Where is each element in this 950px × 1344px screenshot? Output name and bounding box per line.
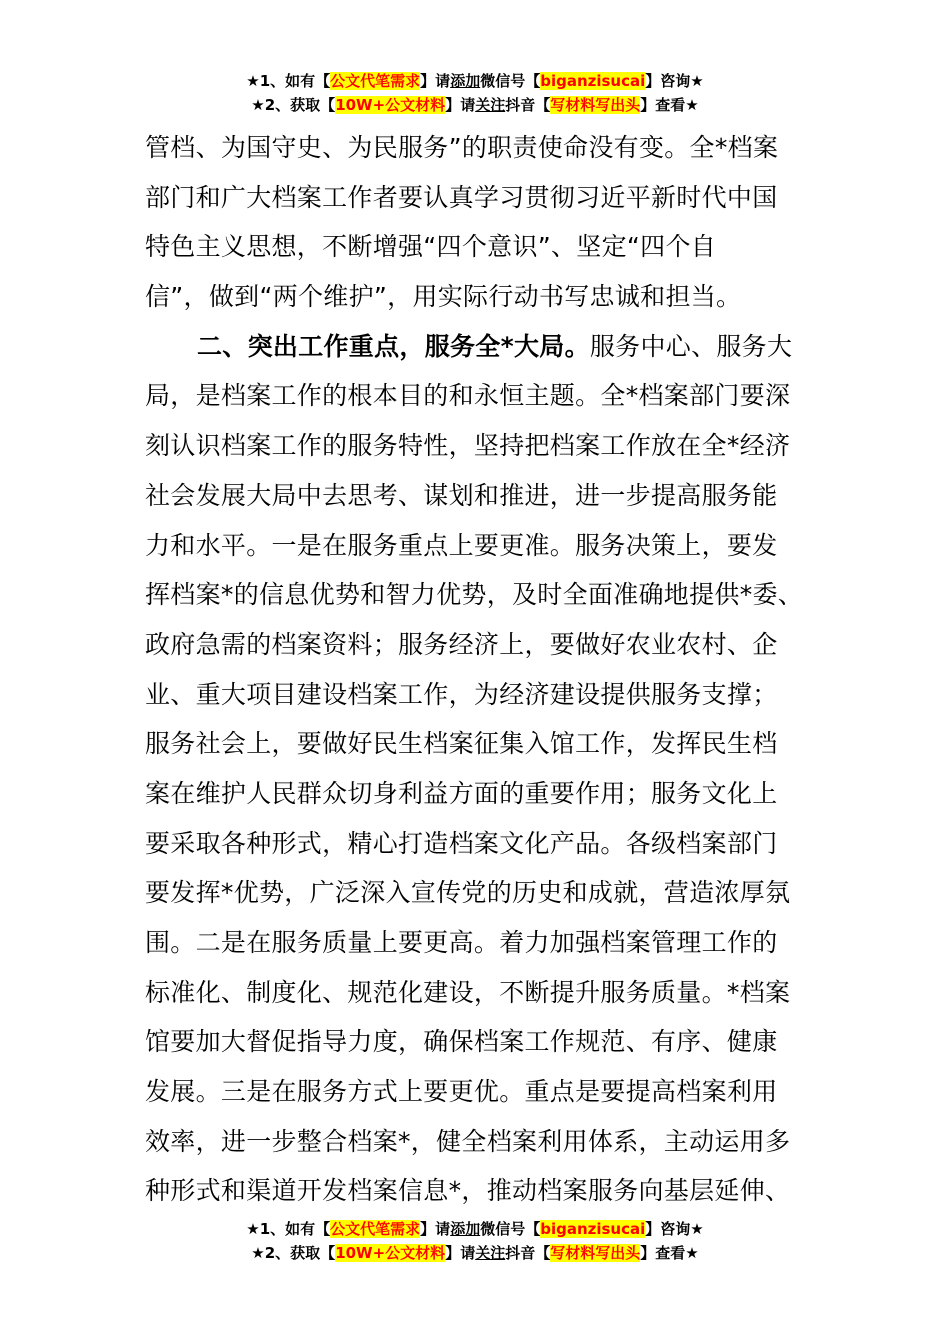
body-line: 业、重大项目建设档案工作，为经济建设提供服务支撑； <box>145 679 778 709</box>
header-line-2: ★2、获取【10W+公文材料】请关注抖音【写材料写出头】查看★ <box>251 96 699 114</box>
body-line: 力和水平。一是在服务重点上要更准。服务决策上，要发 <box>145 530 778 560</box>
body-line: 种形式和渠道开发档案信息*，推动档案服务向基层延伸、 <box>145 1176 791 1206</box>
highlight-wechat-id: biganzisucai <box>540 72 646 90</box>
body-line: 馆要加大督促指导力度，确保档案工作规范、有序、健康 <box>145 1027 778 1057</box>
body-line: 围。二是在服务质量上要更高。着力加强档案管理工作的 <box>145 928 778 957</box>
highlight-douyin-account: 写材料写出头 <box>550 96 641 114</box>
body-line: 要采取各种形式，精心打造档案文化产品。各级档案部门 <box>145 828 778 858</box>
body-line: 信”，做到“两个维护”，用实际行动书写忠诚和担当。 <box>145 282 742 312</box>
body-line: 案在维护人民群众切身利益方面的重要作用；服务文化上 <box>145 778 778 808</box>
highlight-service-need: 公文代笔需求 <box>330 1220 421 1238</box>
body-line: 挥档案*的信息优势和智力优势，及时全面准确地提供*委、 <box>145 580 804 610</box>
header-banner <box>0 70 950 118</box>
body-line: 效率，进一步整合档案*，健全档案利用体系，主动运用多 <box>145 1126 791 1156</box>
header-line-1: ★1、如有【公文代笔需求】请添加微信号【biganzisucai】咨询★ <box>246 72 704 90</box>
highlight-wechat-id: biganzisucai <box>540 1220 646 1238</box>
body-line: 要发挥*优势，广泛深入宣传党的历史和成就，营造浓厚氛 <box>145 878 791 908</box>
highlight-materials: 10W+公文材料 <box>335 96 446 114</box>
footer-line-1: ★1、如有【公文代笔需求】请添加微信号【biganzisucai】咨询★ <box>246 1220 704 1238</box>
document-body <box>145 123 825 1216</box>
footer-line-2: ★2、获取【10W+公文材料】请关注抖音【写材料写出头】查看★ <box>251 1244 699 1262</box>
body-line: 管档、为国守史、为民服务”的职责使命没有变。全*档案 <box>145 133 779 162</box>
body-line: 服务社会上，要做好民生档案征集入馆工作，发挥民生档 <box>145 729 778 759</box>
body-line: 部门和广大档案工作者要认真学习贯彻习近平新时代中国 <box>145 182 778 212</box>
body-line: 标准化、制度化、规范化建设，不断提升服务质量。*档案 <box>145 977 791 1007</box>
body-line: 刻认识档案工作的服务特性，坚持把档案工作放在全*经济 <box>145 431 791 461</box>
footer-banner <box>0 1218 950 1266</box>
body-line: 社会发展大局中去思考、谋划和推进，进一步提高服务能 <box>145 480 778 510</box>
body-line: 局，是档案工作的根本目的和永恒主题。全*档案部门要深 <box>145 381 791 411</box>
body-line: 政府急需的档案资料；服务经济上，要做好农业农村、企 <box>145 629 778 659</box>
body-line: 特色主义思想，不断增强“四个意识”、坚定“四个自 <box>145 232 717 262</box>
highlight-douyin-account: 写材料写出头 <box>550 1244 641 1262</box>
body-line: 发展。三是在服务方式上要更优。重点是要提高档案利用 <box>145 1077 778 1107</box>
highlight-service-need: 公文代笔需求 <box>330 72 421 90</box>
highlight-materials: 10W+公文材料 <box>335 1244 446 1262</box>
section-2-first-line: 二、突出工作重点，服务全*大局。服务中心、服务大 <box>197 331 793 361</box>
section-2-heading: 二、突出工作重点，服务全*大局。 <box>197 331 590 361</box>
